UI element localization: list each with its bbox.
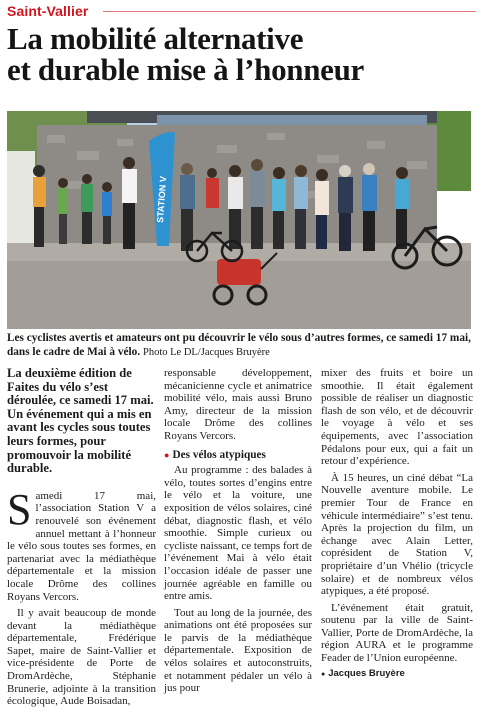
banner-text: STATION V (155, 175, 169, 224)
article-column-2 (164, 367, 312, 695)
article-paragraph-2-continued: responsable développement, mécanicienne cycle et animatrice mobilité vélo, mais aussi Bruno Amy, directeur de la mission locale Drôme des collines Royans Vercors. (164, 367, 312, 442)
subhead-text: Des vélos atypiques (172, 448, 266, 461)
article-paragraph-3: Au programme : des balades à vélo, toutes sortes d’engins entre le vélo et la voiture, une exposition de vélos solaires, ciné débat, diagnostic flash, et vélo smoothie. Simple curieux ou cycliste naissant, ce temps fort de l’événement Mai à vélo était l’occasion idéale de passer une journée agréable en famille ou entre amis. (164, 464, 312, 603)
article-paragraph-4: Tout au long de la journée, des animations ont été proposées sur le parvis de la médiathèque départementale. Exposition de vélos solaires et autoconstruits, et notamment pédaler un vélo à jus pour (164, 606, 312, 695)
bullet-icon: ● (164, 449, 170, 460)
headline (7, 23, 477, 85)
section-kicker: Saint-Vallier (7, 3, 89, 19)
author-signature (321, 668, 473, 682)
article-column-3 (321, 367, 473, 681)
kicker-rule (103, 11, 476, 12)
article-photo (7, 111, 471, 329)
bullet-icon: ● (321, 670, 326, 678)
photo-credit: Photo Le DL/Jacques Bruyère (142, 347, 270, 358)
caption-text: Les cyclistes avertis et amateurs ont pu découvrir le vélo sous d’autres formes, ce samedi 17 mai, dans le cadre de Mai à vélo. (7, 332, 471, 358)
article-paragraph-4-continued: mixer des fruits et boire un smoothie. Il était également possible de réaliser un diagnostic flash de son vélo, et de découvrir le voyage à vélo et ses équipements, avec l’association Pédalons pour eux, qui a fait un retour d’expérience. (321, 367, 473, 468)
article-paragraph-6: L’événement était gratuit, soutenu par la ville de Saint-Vallier, Porte de DromArdèche, la région AURA et le programme Feader de l’Union européenne. (321, 601, 473, 665)
headline-line-1: La mobilité alternative (7, 21, 304, 56)
photo-caption (7, 331, 475, 360)
paragraph-1-text: amedi 17 mai, l’association Station V a renouvelé son événement annuel mettant à l’honneur le vélo sous toutes ses formes, en partenariat avec la médiathèque départementale et la mission locale Drôme des collines Royans Vercors. (7, 489, 156, 603)
author-name: Jacques Bruyère (328, 667, 405, 679)
article-paragraph-1 (7, 484, 156, 603)
drop-cap: S (7, 484, 32, 534)
article-subhead (164, 449, 312, 462)
article-column-1 (7, 367, 156, 708)
headline-line-2: et durable mise à l’honneur (7, 52, 365, 87)
article-paragraph-2: Il y avait beaucoup de monde devant la médiathèque départementale, Frédérique Sapet, maire de Saint-Vallier et vice-présidente de Porte de DromArdèche, Stéphanie Brunerie, adjointe à la transition écologique, Aude Boisadan, (7, 607, 156, 708)
article-paragraph-5: À 15 heures, un ciné débat “La Nouvelle aventure mobile. Le premier Tour de France en véhicule intermédiaire” s’est tenu. Après la projection du film, un échange avec Alain Letter, coprésident de Station V, propriétaire d’un Vhélio (tricycle solaire) et de nombreux vélos atypiques, a été proposé. (321, 471, 473, 598)
article-lead: La deuxième édition de Faites du vélo s’est déroulée, ce samedi 17 mai. Un événement qui a mis en avant les cycles sous toutes leurs formes, pour promouvoir la mobilité durable. (7, 366, 154, 476)
